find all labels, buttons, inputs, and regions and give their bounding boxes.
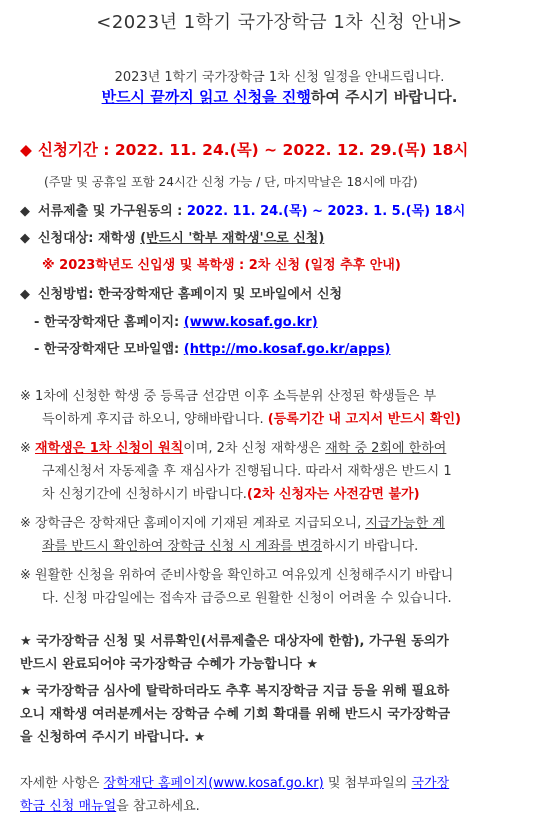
footer-text-end: 을 참고하세요. — [116, 799, 200, 814]
note-2-warning: (2차 신청자는 사전감면 불가) — [246, 487, 420, 502]
star-notice-2-line-3: 을 신청하여 주시기 바랍니다. ★ — [20, 730, 206, 745]
intro-emphasis-line — [0, 86, 559, 107]
application-target-paren: (반드시 '학부 재학생'으로 신청) — [140, 231, 325, 246]
page-title: <2023년 1학기 국가장학금 1차 신청 안내> — [96, 12, 463, 33]
star-notice-2-line-1: ★ 국가장학금 심사에 탈락하더라도 추후 복지장학금 지급 등을 위해 필요하 — [20, 684, 450, 699]
kosaf-homepage-link[interactable]: 장학재단 홈페이지(www.kosaf.go.kr) — [103, 776, 324, 791]
application-target-label: 신청대상: 재학생 — [38, 231, 141, 246]
note-1-line-1: ※ 1차에 신청한 학생 중 등록금 선감면 이후 소득분위 산정된 학생들은 부 — [20, 389, 437, 404]
manual-link[interactable]: 국가장 — [411, 776, 450, 791]
note-1-text: 득이하게 후지급 하오니, 양해바랍니다. — [42, 412, 268, 427]
must-read-link[interactable]: 반드시 끝까지 읽고 신청을 진행 — [101, 88, 311, 106]
star-notice-1-line-1: ★ 국가장학금 신청 및 서류확인(서류제출은 대상자에 한함), 가구원 동의가 — [20, 634, 449, 649]
application-method — [20, 283, 342, 302]
note-3-underline: 지급가능한 계 — [365, 516, 445, 531]
note-3-line-1 — [20, 512, 445, 531]
diamond-bullet-icon: ◆ — [20, 287, 30, 302]
note-4-line-2: 다. 신청 마감일에는 접속자 급증으로 원활한 신청이 어려울 수 있습니다. — [42, 591, 452, 606]
footer-text-mid: 및 첨부파일의 — [323, 776, 412, 791]
star-notice-1-line-2: 반드시 완료되어야 국가장학금 수혜가 가능합니다 ★ — [20, 657, 319, 672]
note-1-warning: (등록기간 내 고지서 반드시 확인) — [267, 412, 461, 427]
diamond-bullet-icon: ◆ — [20, 204, 30, 219]
note-2-text-end: 차 신청기간에 신청하시기 바랍니다. — [42, 487, 247, 502]
homepage-link[interactable]: (www.kosaf.go.kr) — [183, 315, 318, 330]
note-2-limit: 재학 중 2회에 한하여 — [325, 441, 447, 456]
homepage-label: - 한국장학재단 홈페이지: — [34, 315, 184, 330]
star-notice-2-line-2: 오니 재학생 여러분께서는 장학금 수혜 기회 확대를 위해 반드시 국가장학금 — [20, 707, 451, 722]
mobile-app-line — [34, 338, 390, 357]
application-period-label: 신청기간 : 2022. 11. 24.(목) ~ 2022. 12. 29.(목) 18시 — [38, 141, 469, 159]
diamond-bullet-icon: ◆ — [20, 231, 30, 246]
application-period — [20, 138, 468, 160]
document-submission — [20, 200, 465, 219]
intro-rest-text: 하여 주시기 바랍니다. — [310, 88, 458, 106]
freshman-note: ※ 2023학년도 신입생 및 복학생 : 2차 신청 (일정 추후 안내) — [42, 258, 401, 273]
note-2-line-2: 구제신청서 자동제출 후 재심사가 진행됩니다. 따라서 재학생은 반드시 1 — [42, 464, 452, 479]
note-3-underline-cont: 좌를 반드시 확인하여 장학금 신청 시 계좌를 변경 — [42, 539, 323, 554]
note-2-line-1 — [20, 437, 446, 456]
note-2-text: 이며, 2차 신청 재학생은 — [183, 441, 326, 456]
footer-line-1 — [20, 772, 449, 791]
application-target — [20, 227, 324, 246]
mobile-app-label: - 한국장학재단 모바일앱: — [34, 342, 184, 357]
document-submission-dates: 2022. 11. 24.(목) ~ 2023. 1. 5.(목) 18시 — [186, 204, 466, 219]
note-3-text: ※ 장학금은 장학재단 홈페이지에 기재된 계좌로 지급되오니, — [20, 516, 366, 531]
document-submission-label: 서류제출 및 가구원동의 : — [38, 204, 187, 219]
footer-text: 자세한 사항은 — [20, 776, 104, 791]
footer-line-2 — [20, 795, 200, 814]
application-method-label: 신청방법: 한국장학재단 홈페이지 및 모바일에서 신청 — [38, 287, 343, 302]
note-1-line-2 — [42, 408, 461, 427]
application-period-note: (주말 및 공휴일 포함 24시간 신청 가능 / 단, 마지막날은 18시에 마감) — [44, 175, 418, 189]
note-2-line-3 — [42, 483, 420, 502]
homepage-line — [34, 311, 318, 330]
intro-line: 2023년 1학기 국가장학금 1차 신청 일정을 안내드립니다. — [114, 70, 445, 85]
note-3-line-2 — [42, 535, 418, 554]
manual-link-cont[interactable]: 학금 신청 매뉴얼 — [20, 799, 117, 814]
note-mark: ※ — [20, 441, 36, 456]
note-3-text-end: 하시기 바랍니다. — [322, 539, 419, 554]
note-2-principle: 재학생은 1차 신청이 원칙 — [35, 441, 184, 456]
diamond-bullet-icon: ◆ — [20, 141, 32, 159]
note-4-line-1: ※ 원활한 신청을 위하여 준비사항을 확인하고 여유있게 신청해주시기 바랍니 — [20, 568, 454, 583]
mobile-app-link[interactable]: (http://mo.kosaf.go.kr/apps) — [183, 342, 391, 357]
